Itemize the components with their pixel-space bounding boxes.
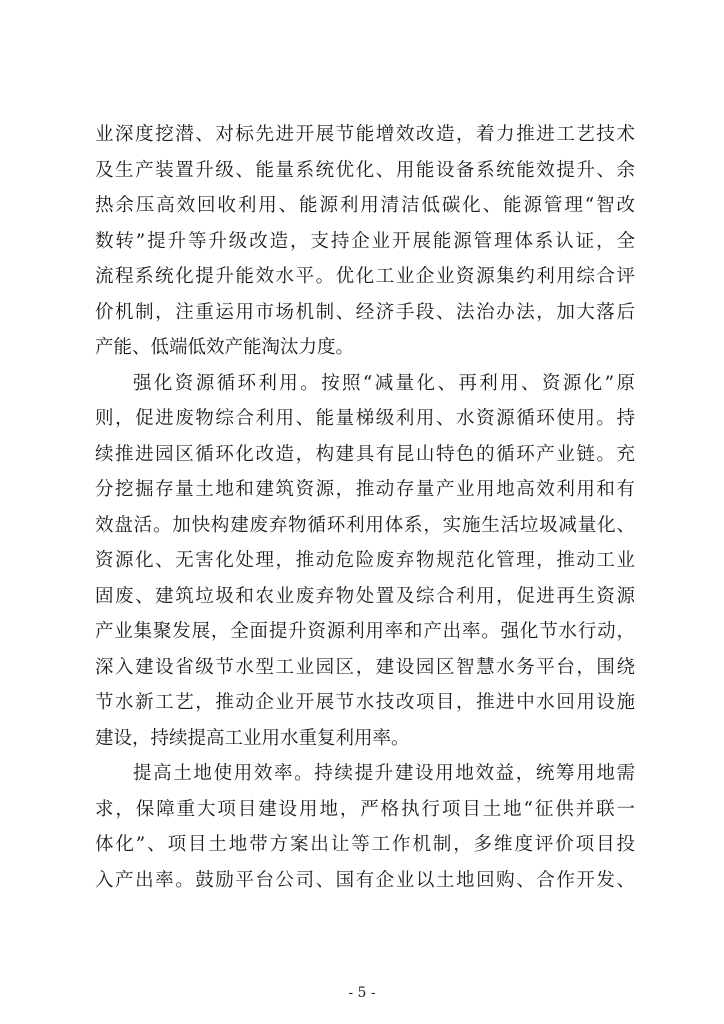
text-line: 流程系统化提升能效水平。优化工业企业资源集约利用综合评 — [95, 266, 635, 287]
paragraph-end-line: 建设，持续提高工业用水重复利用率。 — [95, 727, 410, 749]
text-line: 热余压高效回收利用、能源利用清洁低碳化、能源管理“智改 — [95, 195, 635, 216]
text-line: 效盘活。加快构建废弃物循环利用体系，实施生活垃圾减量化、 — [95, 514, 635, 536]
text-line: 节水新工艺，推动企业开展节水技改项目，推进中水回用设施 — [95, 692, 635, 713]
body-text — [95, 117, 635, 898]
text-line: 深入建设省级节水型工业园区，建设园区智慧水务平台，围绕 — [95, 656, 635, 678]
text-line: 则，促进废物综合利用、能量梯级利用、水资源循环使用。持 — [95, 408, 635, 429]
paragraph-heading-line: 强化资源循环利用。按照“减量化、再利用、资源化”原 — [133, 372, 635, 394]
text-line: 固废、建筑垃圾和农业废弃物处置及综合利用，促进再生资源 — [95, 585, 635, 607]
paragraph-end-line: 产能、低端低效产能淘汰力度。 — [95, 337, 355, 358]
text-line: 及生产装置升级、能量系统优化、用能设备系统能效提升、余 — [95, 159, 635, 181]
paragraph-heading-line: 提高土地使用效率。持续提升建设用地效益，统筹用地需 — [133, 763, 635, 784]
text-line: 续推进园区循环化改造，构建具有昆山特色的循环产业链。充 — [95, 443, 635, 465]
text-line: 数转”提升等升级改造，支持企业开展能源管理体系认证，全 — [95, 230, 635, 252]
text-line: 资源化、无害化处理，推动危险废弃物规范化管理，推动工业 — [95, 550, 635, 571]
text-line: 求，保障重大项目建设用地，严格执行项目土地“征供并联一 — [95, 798, 635, 820]
text-line: 价机制，注重运用市场机制、经济手段、法治办法，加大落后 — [95, 301, 635, 323]
text-line: 产业集聚发展，全面提升资源利用率和产出率。强化节水行动， — [95, 621, 635, 642]
text-line: 业深度挖潜、对标先进开展节能增效改造，着力推进工艺技术 — [95, 124, 635, 145]
text-line: 分挖掘存量土地和建筑资源，推动存量产业用地高效利用和有 — [95, 479, 635, 500]
text-line: 体化”、项目土地带方案出让等工作机制，多维度评价项目投 — [95, 834, 635, 855]
text-line: 入产出率。鼓励平台公司、国有企业以土地回购、合作开发、 — [95, 869, 635, 891]
page-number: - 5 - — [348, 985, 376, 1001]
